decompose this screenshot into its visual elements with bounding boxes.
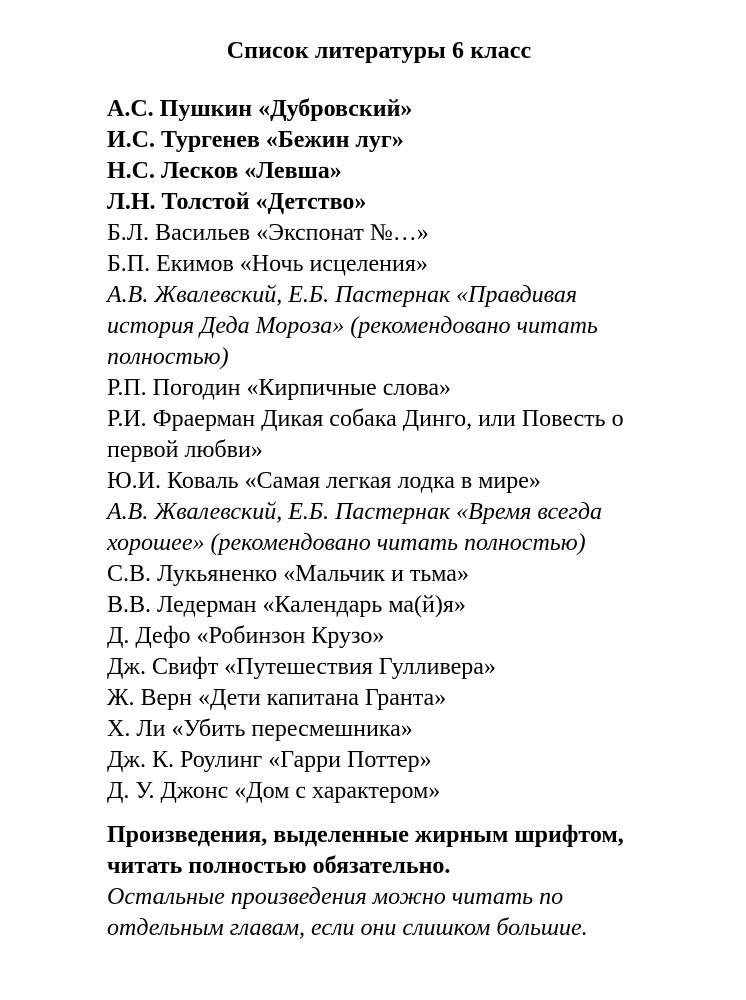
list-item: В.В. Ледерман «Календарь ма(й)я» [107,592,466,618]
page-title: Список литературы 6 класс [226,38,532,64]
optional-reading-note: Остальные произведения можно читать по отдельным главам, если они слишком большие. [107,884,588,941]
list-item: А.В. Жвалевский, Е.Б. Пастернак «Время всегда хорошее» (рекомендовано читать полностью) [107,499,608,556]
list-item: Ю.И. Коваль «Самая легкая лодка в мире» [107,468,541,494]
list-item: И.С. Тургенев «Бежин луг» [107,127,404,153]
list-item: А.В. Жвалевский, Е.Б. Пастернак «Правдивая история Деда Мороза» (рекомендовано читать полностью) [107,282,604,370]
list-item: А.С. Пушкин «Дубровский» [107,96,413,122]
list-item: Ж. Верн «Дети капитана Гранта» [107,685,447,711]
list-item: Л.Н. Толстой «Детство» [107,189,367,215]
list-item: Р.И. Фраерман Дикая собака Динго, или Повесть о первой любви» [107,406,630,463]
list-item: Б.Л. Васильев «Экспонат №…» [107,220,429,246]
list-item: Р.П. Погодин «Кирпичные слова» [107,375,451,401]
reading-list [107,94,659,807]
mandatory-reading-note: Произведения, выделенные жирным шрифтом, читать полностью обязательно. [107,822,630,879]
list-item: Б.П. Екимов «Ночь исцеления» [107,251,428,277]
list-item: С.В. Лукьяненко «Мальчик и тьма» [107,561,469,587]
list-item: Х. Ли «Убить пересмешника» [107,716,413,742]
list-item: Дж. К. Роулинг «Гарри Поттер» [107,747,432,773]
list-item: Д. Дефо «Робинзон Крузо» [107,623,385,649]
list-item: Н.С. Лесков «Левша» [107,158,342,184]
reading-instructions [107,820,663,944]
list-item: Дж. Свифт «Путешествия Гулливера» [107,654,496,680]
list-item: Д. У. Джонс «Дом с характером» [107,778,441,804]
